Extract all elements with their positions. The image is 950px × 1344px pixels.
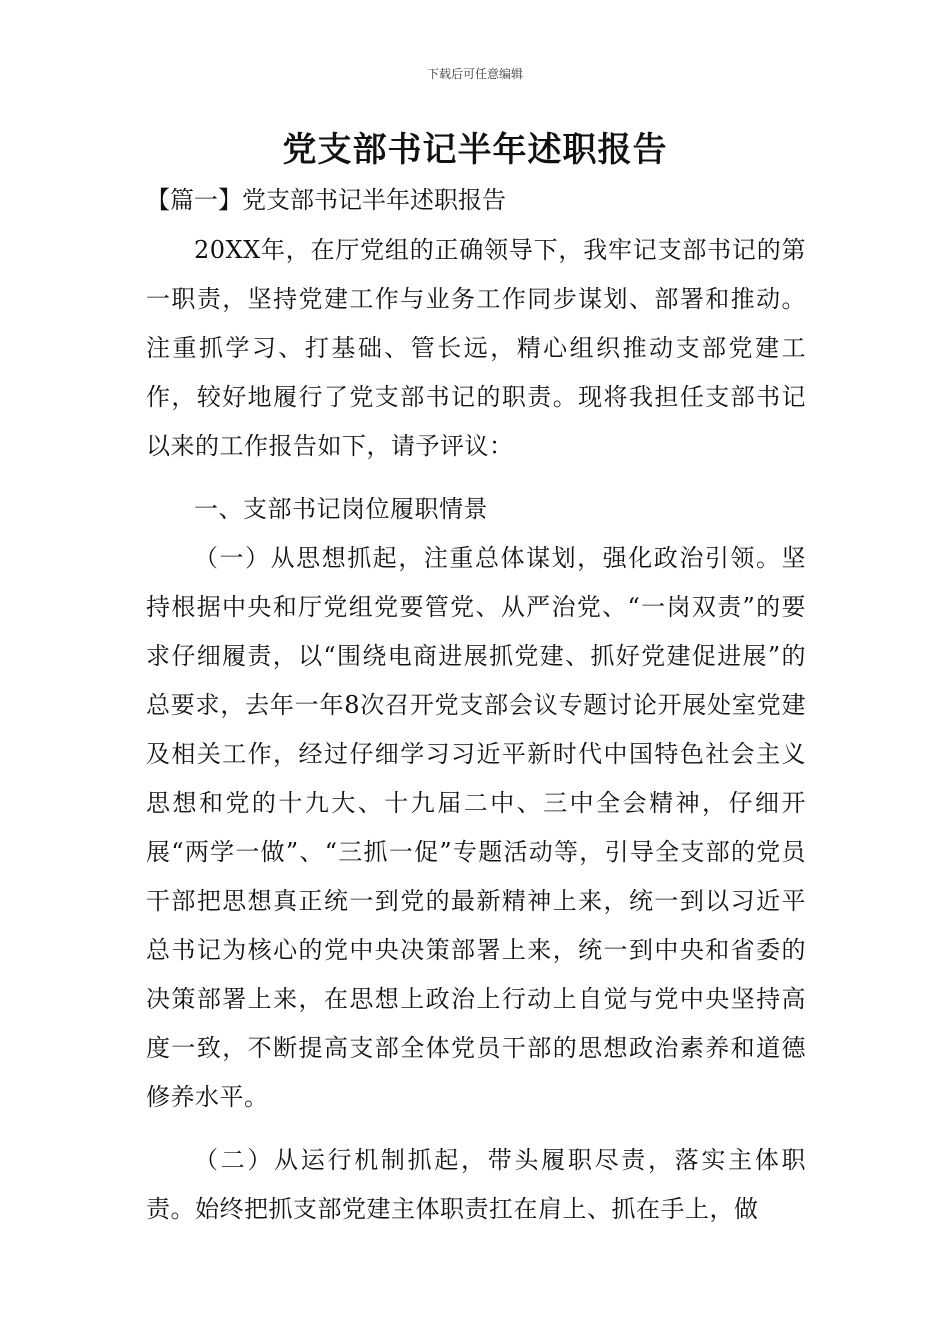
document-body bbox=[146, 226, 806, 1234]
section-heading: 【篇一】党支部书记半年述职报告 bbox=[146, 186, 506, 214]
paragraph-item-two: （二）从运行机制抓起，带头履职尽责，落实主体职责。始终把抓支部党建主体职责扛在肩上、抓在手上，做 bbox=[146, 1146, 806, 1223]
paragraph-item-one: （一）从思想抓起，注重总体谋划，强化政治引领。坚持根据中央和厅党组党要管党、从严治党、“一岗双责”的要求仔细履责，以“围绕电商进展抓党建、抓好党建促进展”的总要求，去年一年8次召开党支部会议专题讨论开展处室党建及相关工作，经过仔细学习习近平新时代中国特色社会主义思想和党的十九大、十九届二中、三中全会精神，仔细开展“两学一做”、“三抓一促”专题活动等，引导全支部的党员干部把思想真正统一到党的最新精神上来，统一到以习近平总书记为核心的党中央决策部署上来，统一到中央和省委的决策部署上来，在思想上政治上行动上自觉与党中央坚持高度一致，不断提高支部全体党员干部的思想政治素养和道德修养水平。 bbox=[146, 544, 806, 1111]
header-note: 下载后可任意编辑 bbox=[426, 67, 523, 81]
paragraph-intro: 20XX年，在厅党组的正确领导下，我牢记支部书记的第一职责，坚持党建工作与业务工作同步谋划、部署和推动。注重抓学习、打基础、管长远，精心组织推动支部党建工作，较好地履行了党支部书记的职责。现将我担任支部书记以来的工作报告如下，请予评议： bbox=[146, 236, 806, 460]
paragraph-section-one-heading: 一、支部书记岗位履职情景 bbox=[194, 495, 488, 523]
document-title: 党支部书记半年述职报告 bbox=[282, 130, 668, 170]
